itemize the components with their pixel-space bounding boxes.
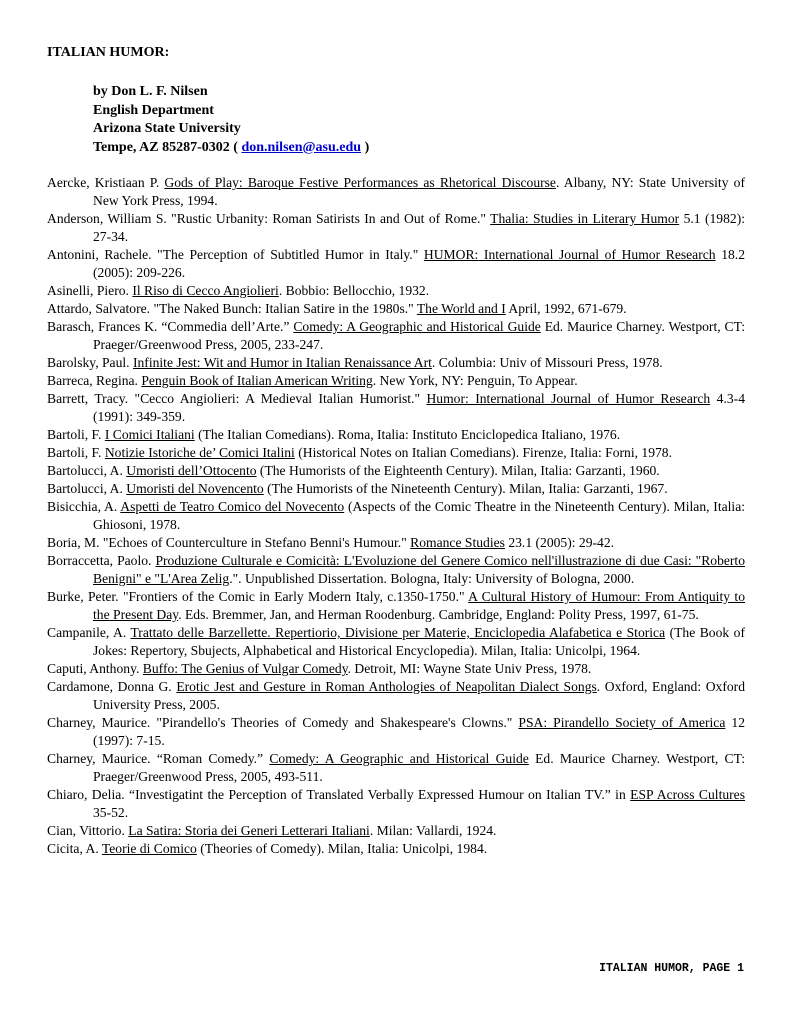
- entry-title: La Satira: Storia dei Generi Letterari Italiani: [128, 823, 370, 838]
- page-title: ITALIAN HUMOR:: [47, 45, 170, 60]
- entry-author-text: Bartoli, F.: [47, 427, 105, 442]
- author-name: by Don L. F. Nilsen: [93, 84, 208, 99]
- entry-publication-text: (The Italian Comedians). Roma, Italia: Instituto Enciclopedica Italiano, 1976.: [194, 427, 621, 442]
- entry-publication-text: (The Humorists of the Nineteenth Century). Milan, Italia: Garzanti, 1967.: [263, 481, 668, 496]
- bibliography-entry: [47, 750, 745, 786]
- entry-author-text: Bisicchia, A.: [47, 499, 121, 514]
- entry-author-text: Chiaro, Delia. “Investigatint the Perception of Translated Verbally Expressed Humour on Italian TV.” in: [47, 787, 631, 802]
- bibliography-entry: [47, 588, 745, 624]
- entry-publication-text: . Columbia: Univ of Missouri Press, 1978.: [431, 355, 663, 370]
- bibliography-entry: [47, 246, 745, 282]
- bibliography-entry: [47, 552, 745, 588]
- entry-publication-text: April, 1992, 671-679.: [505, 301, 627, 316]
- entry-author-text: Charney, Maurice. “Roman Comedy.”: [47, 751, 270, 766]
- entry-author-text: Cicita, A.: [47, 841, 102, 856]
- entry-author-text: Bartoli, F.: [47, 445, 105, 460]
- entry-publication-text: Ed. Maurice Charney. Westport, CT: Praeger/Greenwood Press, 2005, 233-247.: [93, 319, 745, 352]
- entry-publication-text: 5.1 (1982): 27-34.: [93, 211, 745, 244]
- bibliography-list: [47, 174, 745, 858]
- entry-title: A Cultural History of Humour: From Antiquity to the Present Day: [93, 589, 745, 622]
- entry-author-text: Borraccetta, Paolo.: [47, 553, 156, 568]
- entry-author-text: Anderson, William S. "Rustic Urbanity: Roman Satirists In and Out of Rome.": [47, 211, 491, 226]
- entry-author-text: Barrett, Tracy. "Cecco Angiolieri: A Medieval Italian Humorist.": [47, 391, 427, 406]
- entry-publication-text: . Oxford, England: Oxford University Press, 2005.: [93, 679, 745, 712]
- bibliography-entry: [47, 660, 745, 678]
- bibliography-entry: [47, 624, 745, 660]
- entry-author-text: Boria, M. "Echoes of Counterculture in Stefano Benni's Humour.": [47, 535, 411, 550]
- author-address: [93, 139, 369, 158]
- bibliography-entry: [47, 462, 745, 480]
- bibliography-entry: [47, 534, 745, 552]
- entry-title: Erotic Jest and Gesture in Roman Anthologies of Neapolitan Dialect Songs: [176, 679, 597, 694]
- entry-author-text: Caputi, Anthony.: [47, 661, 143, 676]
- entry-publication-text: (Historical Notes on Italian Comedians). Firenze, Italia: Forni, 1978.: [294, 445, 672, 460]
- entry-publication-text: Ed. Maurice Charney. Westport, CT: Praeger/Greenwood Press, 2005, 493-511.: [93, 751, 746, 784]
- address-suffix: ): [361, 139, 370, 155]
- bibliography-entry: [47, 174, 745, 210]
- bibliography-entry: [47, 498, 745, 534]
- entry-title: HUMOR: International Journal of Humor Research: [423, 247, 716, 262]
- author-university: Arizona State University: [93, 121, 241, 136]
- entry-title: Teorie di Comico: [101, 841, 197, 856]
- bibliography-entry: [47, 354, 745, 372]
- entry-publication-text: . New York, NY: Penguin, To Appear.: [372, 373, 578, 388]
- entry-publication-text: (The Humorists of the Eighteenth Century). Milan, Italia: Garzanti, 1960.: [256, 463, 660, 478]
- entry-publication-text: 23.1 (2005): 29-42.: [504, 535, 615, 550]
- entry-title: PSA: Pirandello Society of America: [518, 715, 726, 730]
- bibliography-entry: [47, 318, 745, 354]
- entry-publication-text: (The Book of Jokes: Repertory, Sbujects, Alphabetical and Historical Encyclopedia). Milan, Italia: Unicolpi, 1964.: [93, 625, 745, 658]
- entry-title: Notizie Istoriche de’ Comici Italini: [104, 445, 295, 460]
- entry-title: Il Riso di Cecco Angiolieri: [132, 283, 279, 298]
- entry-author-text: Cardamone, Donna G.: [47, 679, 177, 694]
- bibliography-entry: [47, 840, 745, 858]
- entry-publication-text: (Aspects of the Comic Theatre in the Nineteenth Century). Milan, Italia: Ghiosoni, 1978.: [93, 499, 746, 532]
- entry-title: Produzione Culturale e Comicità: L'Evoluzione del Genere Comico nell'illustrazione di due Casi: "Roberto Benigni" e "L'Area Zelig: [93, 553, 746, 586]
- entry-publication-text: 12 (1997): 7-15.: [93, 715, 746, 748]
- bibliography-entry: [47, 786, 745, 822]
- entry-publication-text: . Eds. Bremmer, Jan, and Herman Roodenburg. Cambridge, England: Polity Press, 1997, 61-75.: [178, 607, 699, 622]
- entry-title: Trattato delle Barzellette. Repertiorio, Divisione per Materie, Enciclopedia Alafabetica e Storica: [130, 625, 666, 640]
- bibliography-entry: [47, 390, 745, 426]
- entry-publication-text: . Milan: Vallardi, 1924.: [369, 823, 497, 838]
- bibliography-entry: [47, 426, 745, 444]
- author-block: [93, 83, 369, 157]
- page-footer: ITALIAN HUMOR, PAGE 1: [599, 962, 744, 975]
- entry-title: Humor: International Journal of Humor Research: [426, 391, 711, 406]
- entry-title: Comedy: A Geographic and Historical Guide: [293, 319, 541, 334]
- entry-author-text: Burke, Peter. "Frontiers of the Comic in Early Modern Italy, c.1350-1750.": [47, 589, 469, 604]
- bibliography-entry: [47, 480, 745, 498]
- entry-title: Comedy: A Geographic and Historical Guide: [269, 751, 529, 766]
- entry-author-text: Bartolucci, A.: [47, 463, 127, 478]
- entry-author-text: Cian, Vittorio.: [47, 823, 129, 838]
- bibliography-entry: [47, 714, 745, 750]
- entry-author-text: Aercke, Kristiaan P.: [47, 175, 165, 190]
- entry-title: Gods of Play: Baroque Festive Performances as Rhetorical Discourse: [164, 175, 556, 190]
- bibliography-entry: [47, 282, 745, 300]
- entry-publication-text: . Albany, NY: State University of New York Press, 1994.: [93, 175, 745, 208]
- entry-title: Aspetti de Teatro Comico del Novecento: [120, 499, 345, 514]
- entry-title: Umoristi dell’Ottocento: [126, 463, 257, 478]
- entry-title: Umoristi del Novencento: [126, 481, 264, 496]
- author-department: English Department: [93, 102, 214, 118]
- entry-author-text: Attardo, Salvatore. "The Naked Bunch: Italian Satire in the 1980s.": [47, 301, 417, 316]
- entry-publication-text: . Detroit, MI: Wayne State Univ Press, 1978.: [347, 661, 592, 676]
- entry-title: Romance Studies: [410, 535, 505, 550]
- entry-publication-text: (Theories of Comedy). Milan, Italia: Unicolpi, 1984.: [196, 841, 488, 856]
- entry-author-text: Bartolucci, A.: [47, 481, 127, 496]
- entry-title: ESP Across Cultures: [630, 787, 745, 802]
- entry-title: Thalia: Studies in Literary Humor: [490, 211, 680, 226]
- bibliography-entry: [47, 678, 745, 714]
- entry-publication-text: .". Unpublished Dissertation. Bologna, Italy: University of Bologna, 2000.: [229, 571, 635, 586]
- entry-title: Penguin Book of Italian American Writing: [141, 373, 373, 388]
- entry-title: Infinite Jest: Wit and Humor in Italian Renaissance Art: [132, 355, 432, 370]
- entry-author-text: Antonini, Rachele. "The Perception of Subtitled Humor in Italy.": [47, 247, 424, 262]
- entry-publication-text: 18.2 (2005): 209-226.: [93, 247, 745, 280]
- entry-publication-text: 35-52.: [93, 805, 129, 820]
- entry-title: The World and I: [416, 301, 506, 316]
- entry-title: I Comici Italiani: [104, 427, 195, 442]
- entry-author-text: Charney, Maurice. "Pirandello's Theories of Comedy and Shakespeare's Clowns.": [47, 715, 519, 730]
- entry-author-text: Barolsky, Paul.: [47, 355, 133, 370]
- entry-title: Buffo: The Genius of Vulgar Comedy: [142, 661, 348, 676]
- bibliography-entry: [47, 300, 745, 318]
- entry-author-text: Asinelli, Piero.: [47, 283, 133, 298]
- entry-author-text: Barasch, Frances K. “Commedia dell’Arte.”: [47, 319, 294, 334]
- bibliography-entry: [47, 444, 745, 462]
- entry-author-text: Campanile, A.: [47, 625, 131, 640]
- entry-publication-text: . Bobbio: Bellocchio, 1932.: [278, 283, 430, 298]
- entry-publication-text: 4.3-4 (1991): 349-359.: [93, 391, 746, 424]
- bibliography-entry: [47, 372, 745, 390]
- entry-author-text: Barreca, Regina.: [47, 373, 142, 388]
- email-link[interactable]: don.nilsen@asu.edu: [241, 139, 362, 155]
- bibliography-entry: [47, 210, 745, 246]
- bibliography-entry: [47, 822, 745, 840]
- address-prefix: Tempe, AZ 85287-0302 (: [93, 139, 242, 155]
